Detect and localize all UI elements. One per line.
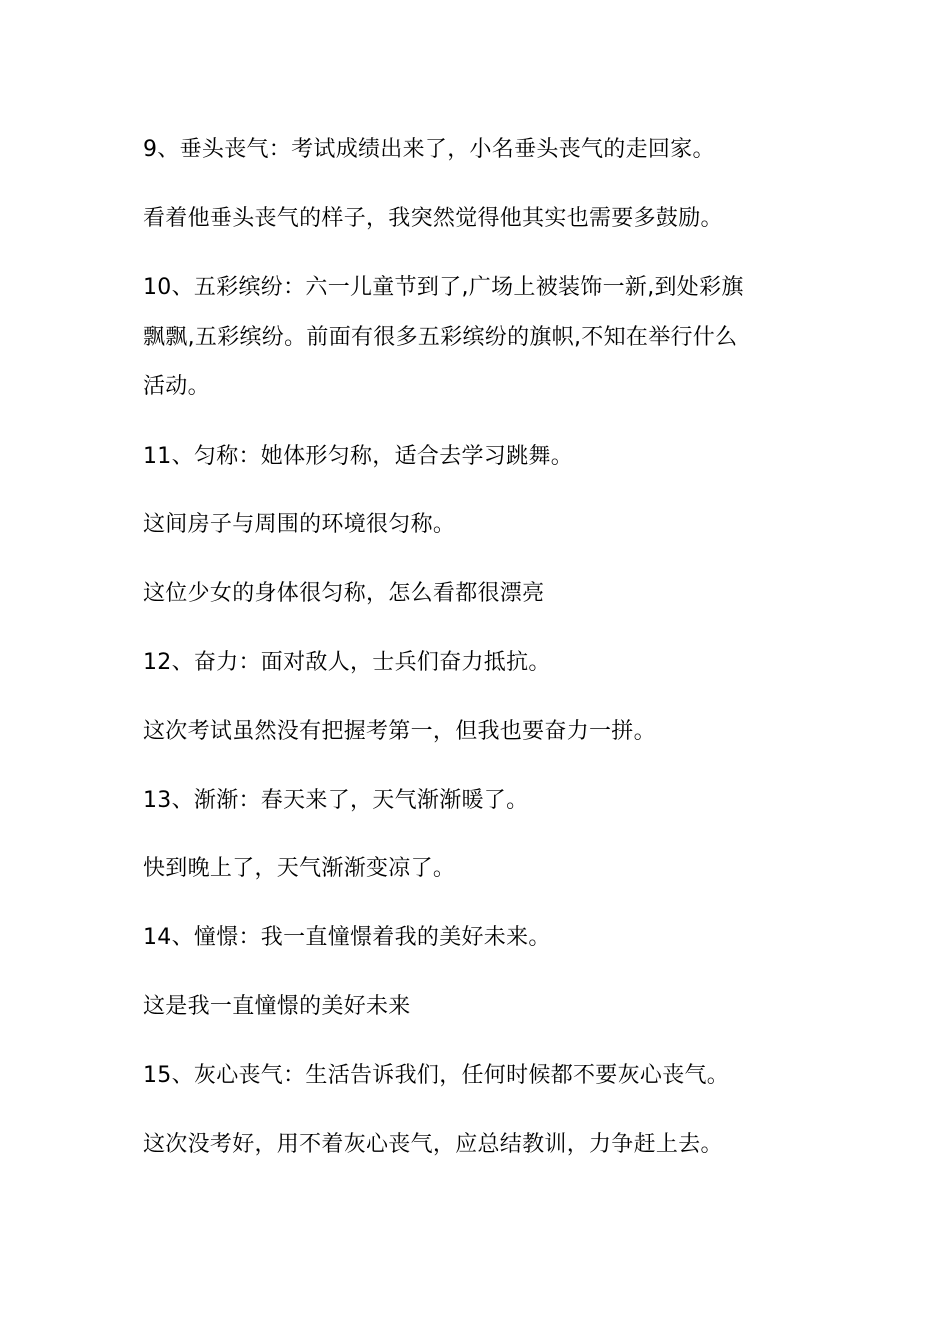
text-line: 看着他垂头丧气的样子，我突然觉得他其实也需要多鼓励。 [143, 206, 723, 231]
text-line: 14、憧憬：我一直憧憬着我的美好未来。 [143, 925, 551, 950]
text-line: 9、垂头丧气：考试成绩出来了，小名垂头丧气的走回家。 [143, 137, 715, 162]
text-line: 这是我一直憧憬的美好未来 [143, 994, 411, 1019]
text-line: 11、匀称：她体形匀称，适合去学习跳舞。 [143, 444, 573, 469]
text-line: 这间房子与周围的环境很匀称。 [143, 512, 456, 537]
text-line: 快到晚上了，天气渐渐变凉了。 [143, 856, 456, 881]
text-line: 10、五彩缤纷：六一儿童节到了,广场上被装饰一新,到处彩旗 [143, 275, 744, 300]
text-line: 15、灰心丧气：生活告诉我们，任何时候都不要灰心丧气。 [143, 1063, 730, 1088]
text-line: 13、渐渐：春天来了，天气渐渐暖了。 [143, 788, 529, 813]
text-line: 活动。 [143, 374, 210, 399]
text-line: 这位少女的身体很匀称，怎么看都很漂亮 [143, 581, 545, 606]
text-line: 12、奋力：面对敌人，士兵们奋力抵抗。 [143, 650, 551, 675]
text-line: 这次考试虽然没有把握考第一，但我也要奋力一拼。 [143, 719, 656, 744]
text-line: 飘飘,五彩缤纷。前面有很多五彩缤纷的旗帜,不知在举行什么 [143, 325, 738, 350]
text-line: 这次没考好，用不着灰心丧气，应总结教训，力争赶上去。 [143, 1132, 723, 1157]
